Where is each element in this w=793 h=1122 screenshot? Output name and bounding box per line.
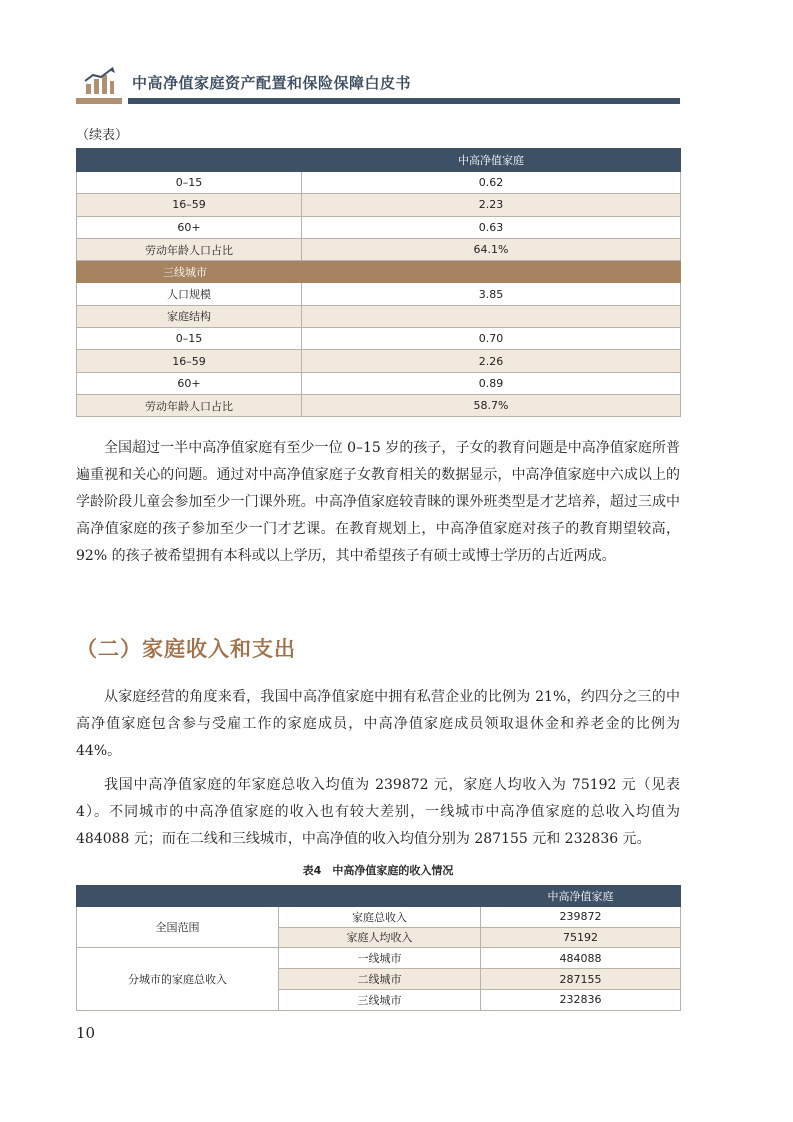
- table-row: [77, 350, 681, 372]
- row-value: 64.1%: [302, 238, 681, 260]
- row-label: 一线城市: [279, 948, 481, 969]
- group-label: 分城市的家庭总收入: [77, 948, 279, 1010]
- table-row: [77, 238, 681, 260]
- table-header-cell: 中高净值家庭: [302, 149, 681, 172]
- table-header-row: [77, 149, 681, 172]
- table-row: [77, 906, 681, 927]
- header-rule-accent: [76, 98, 122, 104]
- page-header: [76, 60, 680, 106]
- table-header-blank: [77, 149, 302, 172]
- row-value: 287155: [481, 969, 681, 990]
- population-structure-table: [76, 148, 681, 417]
- header-rule: [128, 98, 680, 104]
- table-row: [77, 216, 681, 238]
- paragraph-household-business: 从家庭经营的角度来看，我国中高净值家庭中拥有私营企业的比例为 21%，约四分之三的中高净值家庭包含参与受雇工作的家庭成员，中高净值家庭成员领取退休金和养老金的比例为 44%。: [76, 689, 680, 759]
- table-row: [77, 948, 681, 969]
- group-label: 全国范围: [77, 906, 279, 948]
- section-heading: （二）家庭收入和支出: [76, 637, 296, 661]
- header-title: 中高净值家庭资产配置和保险保障白皮书: [132, 74, 412, 92]
- row-label: 三线城市: [279, 989, 481, 1010]
- row-label: 家庭人均收入: [279, 927, 481, 948]
- table-header-row: [77, 886, 681, 907]
- table-row: [77, 305, 681, 327]
- table-row: [77, 328, 681, 350]
- row-label: 家庭总收入: [279, 906, 481, 927]
- row-label: 劳动年龄人口占比: [77, 394, 302, 416]
- row-label: 0–15: [77, 328, 302, 350]
- row-value: 239872: [481, 906, 681, 927]
- table-row: [77, 394, 681, 416]
- continued-label: （续表）: [76, 128, 129, 143]
- row-label: 16–59: [77, 194, 302, 216]
- row-value: 2.23: [302, 194, 681, 216]
- row-label: 劳动年龄人口占比: [77, 238, 302, 260]
- row-value: 0.62: [302, 172, 681, 194]
- table-row: [77, 372, 681, 394]
- row-label: 60+: [77, 372, 302, 394]
- bar-chart-growth-icon: [84, 66, 116, 96]
- row-value: 0.89: [302, 372, 681, 394]
- table-row: [77, 172, 681, 194]
- section-band-label: 三线城市: [77, 261, 681, 283]
- row-value: 58.7%: [302, 394, 681, 416]
- row-value: 3.85: [302, 283, 681, 305]
- row-label: 60+: [77, 216, 302, 238]
- row-label: 人口规模: [77, 283, 302, 305]
- table-header-blank: [77, 886, 481, 907]
- page-number: 10: [76, 1024, 96, 1042]
- table-row: [77, 283, 681, 305]
- row-value: 2.26: [302, 350, 681, 372]
- row-value: 232836: [481, 989, 681, 1010]
- row-label: 16–59: [77, 350, 302, 372]
- table-header-cell: 中高净值家庭: [481, 886, 681, 907]
- paragraph-income: 我国中高净值家庭的年家庭总收入均值为 239872 元，家庭人均收入为 75192 元（见表 4）。不同城市的中高净值家庭的收入也有较大差别，一线城市中高净值家庭的总收入均值为 484088 元；而在二线和三线城市，中高净值的收入均值分别为 287155 元和 232836 元。: [76, 777, 680, 847]
- table-row: [77, 194, 681, 216]
- table-caption: 表4 中高净值家庭的收入情况: [302, 864, 454, 877]
- row-value: 0.70: [302, 328, 681, 350]
- row-value: [302, 305, 681, 327]
- row-value: 0.63: [302, 216, 681, 238]
- row-label: 0–15: [77, 172, 302, 194]
- row-label: 家庭结构: [77, 305, 302, 327]
- row-label: 二线城市: [279, 969, 481, 990]
- row-value: 75192: [481, 927, 681, 948]
- income-table: [76, 885, 681, 1011]
- paragraph-education: 全国超过一半中高净值家庭有至少一位 0–15 岁的孩子，子女的教育问题是中高净值家庭所普遍重视和关心的问题。通过对中高净值家庭子女教育相关的数据显示，中高净值家庭中六成以上的学龄阶段儿童会参加至少一门课外班。中高净值家庭较青睐的课外班类型是才艺培养，超过三成中高净值家庭的孩子参加至少一门才艺课。在教育规划上，中高净值家庭对孩子的教育期望较高，92% 的孩子被希望拥有本科或以上学历，其中希望孩子有硕士或博士学历的占近两成。: [76, 440, 680, 564]
- row-value: 484088: [481, 948, 681, 969]
- section-band-row: [77, 261, 681, 283]
